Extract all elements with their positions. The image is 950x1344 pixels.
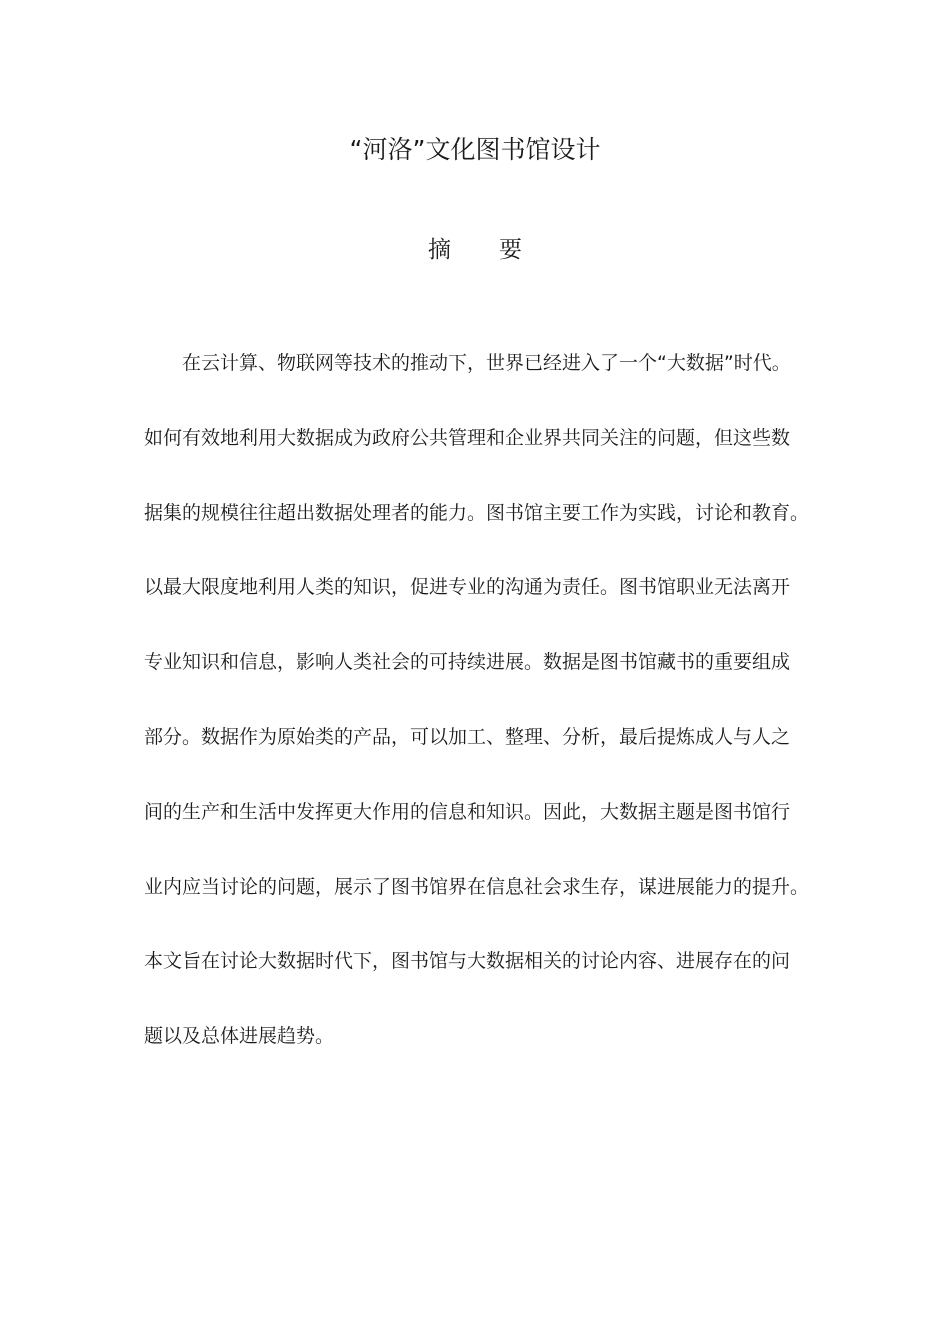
abstract-line: 据集的规模往往超出数据处理者的能力。图书馆主要工作为实践，讨论和教育。 [144,501,810,524]
document-title: “河洛”文化图书馆设计 [349,135,601,164]
abstract-body [144,340,834,1088]
abstract-line: 专业知识和信息，影响人类社会的可持续进展。数据是图书馆藏书的重要组成 [144,651,791,674]
abstract-line: 在云计算、物联网等技术的推动下，世界已经进入了一个“大数据”时代。 [182,352,791,374]
abstract-line: 如何有效地利用大数据成为政府公共管理和企业界共同关注的问题，但这些数 [144,426,791,449]
abstract-line: 间的生产和生活中发挥更大作用的信息和知识。因此，大数据主题是图书馆行 [144,800,791,823]
abstract-heading-char-2: 要 [499,237,522,263]
abstract-heading-char-1: 摘 [428,237,451,263]
abstract-line: 业内应当讨论的问题，展示了图书馆界在信息社会求生存，谋进展能力的提升。 [144,875,810,898]
abstract-line: 题以及总体进展趋势。 [144,1025,335,1048]
abstract-heading [0,228,950,272]
abstract-line: 部分。数据作为原始类的产品，可以加工、整理、分析，最后提炼成人与人之 [144,725,791,748]
abstract-line: 以最大限度地利用人类的知识，促进专业的沟通为责任。图书馆职业无法离开 [144,576,791,599]
abstract-line: 本文旨在讨论大数据时代下，图书馆与大数据相关的讨论内容、进展存在的问 [144,950,791,973]
